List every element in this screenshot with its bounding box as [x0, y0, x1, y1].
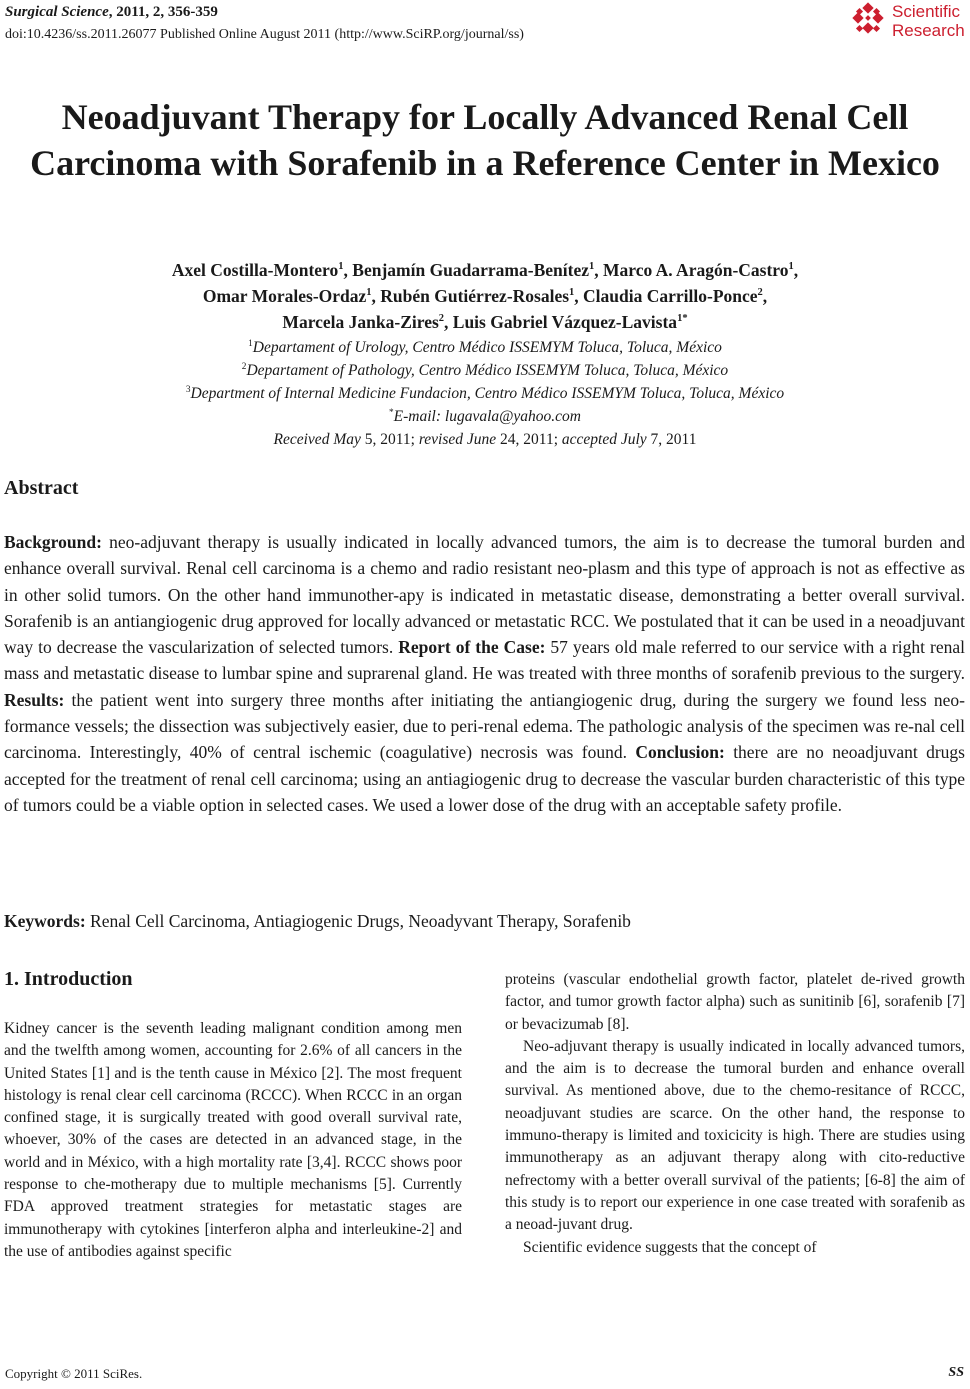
affiliation: $^1$Departament of Urology, Centro Médico ISSEMYM Toluca, Toluca, México [248, 338, 722, 356]
email-line: *E-mail: lugavala@yahoo.com [389, 407, 581, 425]
author: Rubén Gutiérrez-Rosales$^1$, [380, 286, 584, 306]
doi-line: doi:10.4236/ss.2011.26077 Published Online August 2011 (http://www.SciRP.org/journal/ss) [5, 27, 524, 42]
journal-volume: , 2011, 2, 356-359 [108, 4, 218, 20]
affiliations [30, 336, 940, 451]
introduction-heading: 1. Introduction [4, 968, 133, 990]
author: Marcela Janka-Zires$^2$, [282, 312, 453, 332]
author: Claudia Carrillo-Ponce$^2$, [583, 286, 768, 306]
right-column [505, 969, 965, 1259]
author: Omar Morales-Ordaz$^1$, [202, 286, 381, 306]
affiliation: $^2$Departament of Pathology, Centro Médico ISSEMYM Toluca, Toluca, México [241, 361, 729, 379]
abstract-text: Background: neo-adjuvant therapy is usually indicated in locally advanced tumors, the aim is to decrease the tumoral burden and enhance overall survival. Renal cell carcinoma is a chemo and radio resistant neo-plasm and this type of approach is not as effective as in other solid tumors. On the other hand immunother-apy is indicated in metastatic disease, demonstrating a better overall survival. Sorafenib is an antiangiogenic drug approved for locally advanced or metastatic RCC. We postulated that it can be used in a neoadjuvant way to decrease the vascularization of selected tumors. Report of the Case: 57 years old male referred to our service with a right renal mass and metastatic disease to lumbar spine and suprarenal gland. He was treated with three months of sorafenib previous to the surgery. Results: the patient went into surgery three months after initiating the antiangiogenic drug, during the surgery we found less neo-formance vessels; the dissection was subjectively easier, due to peri-renal edema. The pathologic analysis of the specimen was re-nal cell carcinoma. Interestingly, 40% of central ischemic (coagulative) necrosis was found. Conclusion: there are no neoadjuvant drugs accepted for the treatment of renal cell carcinoma; using an antiagiogenic drug to decrease the vascular burden characteristic of this type of tumors could be a viable option in selected cases. We used a lower dose of the drug with an acceptable safety profile. [4, 532, 965, 815]
paragraph: Scientific evidence suggests that the concept of [523, 1238, 817, 1256]
publisher-logo [848, 0, 970, 44]
paragraph: proteins (vascular endothelial growth factor, platelet de-rived growth factor, and tumor growth factor alpha) such as sunitinib [6], sorafenib [7] or bevacizumab [8]. [505, 971, 965, 1033]
paragraph: Kidney cancer is the seventh leading malignant condition among men and the twelfth among women, accounting for 2.6% of all cancers in the United States [1] and is the tenth cause in México [2]. The most frequent histology is renal clear cell carcinoma (RCCC). When RCCC in an organ confined stage, it is surgically treated with good overall survival rate, whoever, 30% of the cases are detected in an advanced stage, in the world and in México, with a high mortality rate [3,4]. RCCC shows poor response to che-motherapy due to multiple mechanisms [5]. Currently FDA approved treatment strategies for metastatic stages are immunotherapy with cytokines [interferon alpha and interleukine-2] and the use of antibodies against specific [4, 1020, 462, 1260]
affiliation: $^3$Department of Internal Medicine Fundacion, Centro Médico ISSEMYM Toluca, Toluca, México [185, 384, 785, 402]
journal-citation [5, 4, 218, 21]
abstract-heading: Abstract [4, 477, 79, 499]
author-list [30, 257, 940, 335]
paragraph: Neo-adjuvant therapy is usually indicated in locally advanced tumors, and the aim is to decrease the tumoral burden and enhance overall survival. As mentioned above, due to the chemo-resitance of RCCC, neoadjuvant studies are scarce. On the other hand, the response to immuno-therapy is limited and toxicicity is high. There are studies using immunotherapy as an adjuvant therapy along with cito-reductive nefrectomy with a better overall survival of the patients; [6-8] the aim of this study is to report our experience in one case treated with sorafenib as a neoad-juvant drug. [505, 1037, 965, 1234]
publisher-line-1: Scientific [892, 2, 961, 21]
publisher-line-2: Research [892, 21, 965, 40]
journal-name: Surgical Science [5, 4, 109, 20]
author: Luis Gabriel Vázquez-Lavista$^{1*}$ [452, 312, 688, 332]
journal-abbrev: SS [948, 1365, 964, 1380]
left-column [4, 1018, 462, 1263]
author: Marco A. Aragón-Castro$^1$, [602, 260, 799, 280]
received-line: Received May 5, 2011; revised June 24, 2011; accepted July 7, 2011 [273, 431, 697, 448]
author: Benjamín Guadarrama-Benítez$^1$, [352, 260, 603, 280]
copyright: Copyright © 2011 SciRes. [5, 1366, 143, 1381]
paper-title: Neoadjuvant Therapy for Locally Advanced Renal Cell Carcinoma with Sorafenib in a Reference Center in Mexico [30, 97, 940, 183]
keywords: Keywords: Renal Cell Carcinoma, Antiagiogenic Drugs, Neoadyvant Therapy, Sorafenib [4, 911, 631, 931]
author: Axel Costilla-Montero$^1$, [171, 260, 353, 280]
scientific-research-logo-icon [848, 2, 888, 42]
publisher-name [892, 2, 965, 40]
